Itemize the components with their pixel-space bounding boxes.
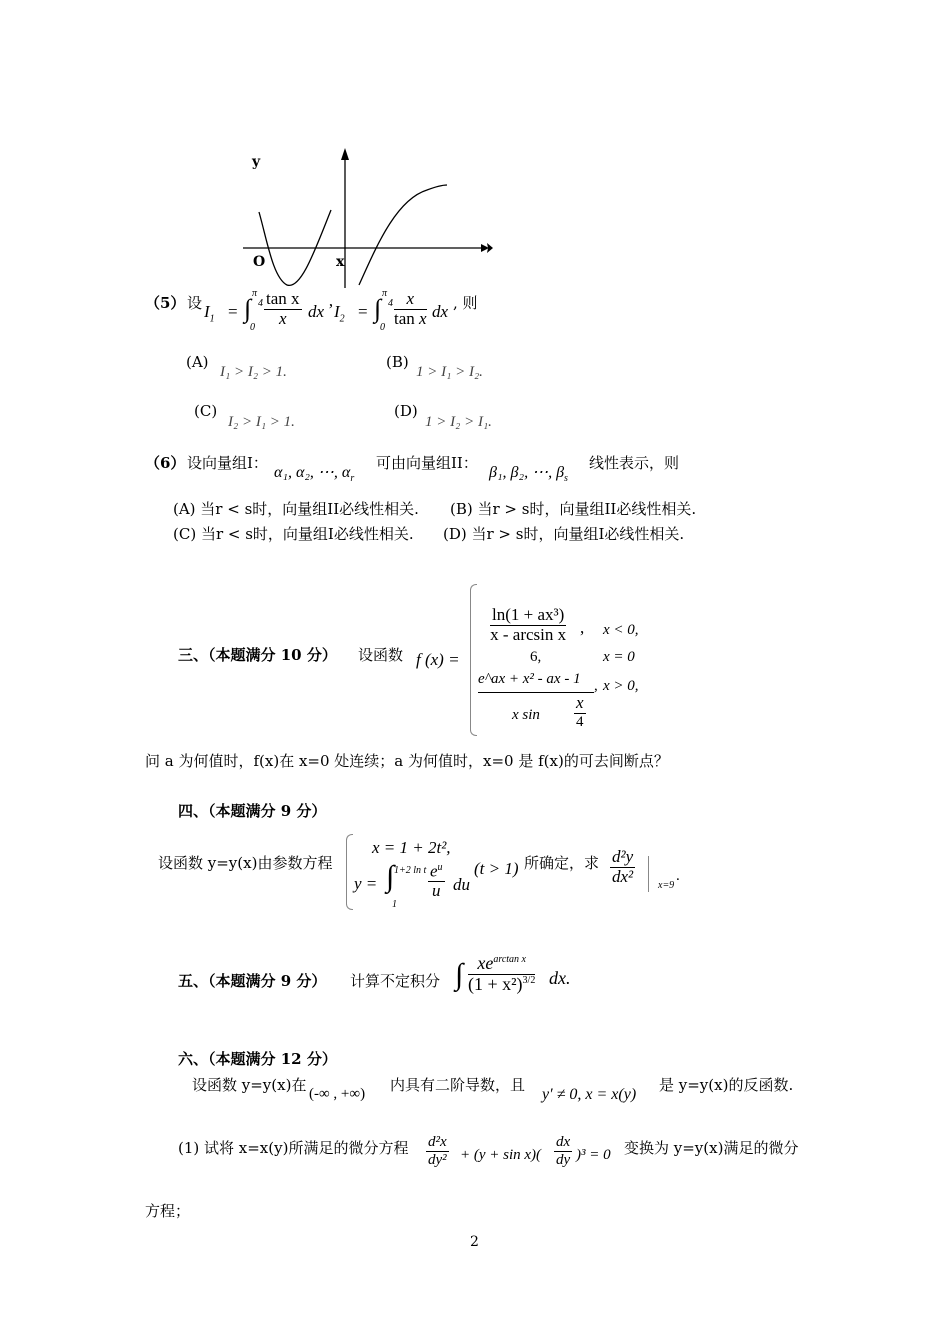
s4-eq1: x = 1 + 2t²,: [372, 838, 451, 857]
q5-option-c[interactable]: I₂ > I₁ > 1.: [228, 414, 295, 430]
section-5-lead: 计算不定积分: [350, 972, 441, 990]
s4-eq2-pre: y =: [354, 874, 378, 893]
s3-case2-cond: x = 0: [603, 649, 635, 665]
s3-case1-cond: x < 0,: [603, 622, 639, 638]
q5-number: （5）: [145, 294, 186, 312]
s4-brace: [346, 834, 353, 910]
q5-suffix: , 则: [453, 294, 478, 312]
q6-option-d[interactable]: (D) 当r > s时，向量组I必线性相关.: [443, 525, 685, 543]
section-4-heading: 四、（本题满分 9 分）: [178, 802, 327, 820]
s6-frac2: $\frac{dx}{dy}$: [556, 1134, 571, 1168]
graph-x-label: x: [336, 254, 345, 270]
s3-case3-den-frac: $\frac{x}{4}$: [576, 693, 584, 730]
q6-suffix: 线性表示，则: [589, 454, 680, 472]
q6-number: （6）: [145, 454, 186, 472]
q6-group2: β₁, β₂, ⋯, $\beta_s$: [489, 464, 568, 485]
s6-cond: y′ ≠ 0, x = x(y): [542, 1086, 637, 1103]
section-3-question: 问 a 为何值时，f(x)在 x=0 处连续；a 为何值时，x=0 是 f(x)的可去间断点？: [145, 752, 669, 770]
curve-right: [359, 185, 447, 285]
q6-option-c[interactable]: (C) 当r < s时，向量组I必线性相关.: [173, 525, 414, 543]
s3-fx: f (x) =: [416, 650, 460, 669]
y-axis-arrow: [341, 148, 349, 160]
q5-comma: ’: [328, 300, 334, 319]
s6-eq-post: )³ = 0: [576, 1147, 611, 1163]
q5-option-b[interactable]: 1 > I₁ > I₂.: [416, 364, 483, 380]
graph-origin-label: O: [253, 254, 266, 270]
s4-eq2-upper: 1+2 ln t: [394, 865, 427, 876]
s4-eq2-post: du: [453, 875, 470, 894]
q5-prefix: 设: [187, 294, 203, 312]
s6-eq-mid: + (y + sin x)(: [460, 1147, 542, 1163]
q6-group1: α₁, α₂, ⋯, $\alpha_r$: [274, 464, 355, 485]
s4-eval-bar: [648, 856, 649, 892]
s6-frac1: $\frac{\text{d²x}}{\text{dy²}}$: [428, 1134, 447, 1168]
s6-interval: (-∞ , +∞): [309, 1086, 366, 1102]
s6-line1-pre: 设函数 y=y(x)在: [192, 1076, 307, 1094]
s5-frac: $\frac{xe^{arctan x}}{(1 + x^2)^{3/2}}$: [468, 953, 536, 994]
function-graph: [235, 140, 495, 300]
s3-brace: [470, 584, 477, 736]
q6-option-b[interactable]: (B) 当r > s时，向量组II必线性相关.: [450, 500, 697, 518]
q5-option-d-label[interactable]: (D): [394, 402, 418, 420]
q6-prefix: 设向量组I：: [187, 454, 268, 472]
section-3-lead: 设函数: [358, 646, 404, 664]
s4-end: .: [676, 868, 680, 884]
s6-item1-post: 变换为 y=y(x)满足的微分: [624, 1139, 799, 1157]
s4-deriv-frac: $\frac{\text{d²y}}{\text{dx²}}$: [612, 847, 634, 886]
section-4-lead: 设函数 y=y(x)由参数方程: [158, 854, 333, 872]
s3-case1-comma: ,: [580, 618, 585, 637]
s6-line-last: 方程；: [145, 1202, 191, 1220]
s5-integral-sign: ∫: [455, 958, 464, 991]
section-5-heading: 五、（本题满分 9 分）: [178, 972, 327, 990]
s4-mid: 所确定，求: [524, 854, 600, 872]
s4-eq2-frac: $\frac{e^u}{u}$: [430, 861, 443, 901]
q5-option-b-label[interactable]: (B): [386, 353, 409, 371]
s6-line1-post: 是 y=y(x)的反函数.: [659, 1076, 794, 1094]
q5-option-c-label[interactable]: (C): [194, 402, 218, 420]
s3-case3-comma: ,: [594, 678, 598, 694]
s6-line1-mid: 内具有二阶导数，且: [390, 1076, 526, 1094]
q5-option-a[interactable]: I₁ > I₂ > 1.: [220, 364, 287, 380]
s4-eq2-lower: 1: [392, 899, 397, 910]
s4-integral-sign: ∫: [386, 860, 395, 893]
s3-case3-num: e^ax + x² - ax - 1: [478, 671, 581, 687]
s3-case2-val: 6,: [530, 649, 542, 665]
s4-at: x=9: [658, 880, 675, 891]
s3-case1-frac: $\frac{\text{ln(1 + ax³)}}{\text{x - arcsin x}}$: [490, 605, 567, 644]
s3-case3-cond: x > 0,: [603, 678, 639, 694]
s3-case3-den-pre: x sin: [512, 707, 540, 723]
q5-option-d[interactable]: 1 > I₂ > I₁.: [425, 414, 492, 430]
q6-option-a[interactable]: (A) 当r < s时，向量组II必线性相关.: [173, 500, 419, 518]
s6-item1-pre: (1) 试将 x=x(y)所满足的微分方程: [178, 1139, 409, 1157]
section-6-heading: 六、（本题满分 12 分）: [178, 1050, 337, 1068]
graph-y-label: y: [252, 154, 261, 170]
section-3-heading: 三、（本题满分 10 分）: [178, 646, 337, 664]
q6-middle: 可由向量组II：: [376, 454, 478, 472]
s4-cond: (t > 1): [474, 859, 519, 878]
page-number: 2: [470, 1234, 479, 1250]
s5-post: dx.: [549, 968, 571, 988]
q5-option-a-label[interactable]: (A): [186, 353, 209, 371]
